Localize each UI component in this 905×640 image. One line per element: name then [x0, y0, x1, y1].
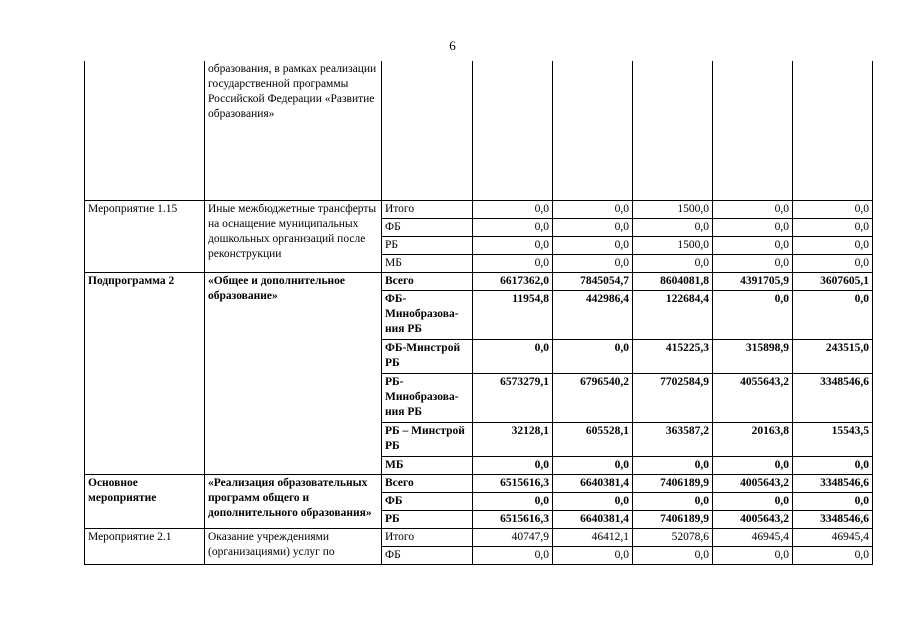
value-cell: 3348546,6 — [793, 373, 873, 422]
value-cell: 8604081,8 — [633, 272, 713, 290]
value-cell: 46945,4 — [793, 528, 873, 546]
value-cell: 0,0 — [713, 218, 793, 236]
table-row — [85, 528, 873, 546]
row-description-cell: «Общее и дополнительное образование» — [205, 272, 382, 474]
funding-source-cell: ФБ-Минстрой РБ — [382, 339, 473, 373]
value-cell: 0,0 — [553, 339, 633, 373]
value-cell — [553, 61, 633, 200]
value-cell: 0,0 — [473, 236, 553, 254]
value-cell: 1500,0 — [633, 200, 713, 218]
funding-source-cell: ФБ-Минобразова-ния РБ — [382, 290, 473, 339]
row-name-cell: Мероприятие 1.15 — [85, 200, 205, 272]
row-description-cell: «Реализация образовательных программ общего и дополнительного образования» — [205, 474, 382, 528]
value-cell: 0,0 — [473, 492, 553, 510]
value-cell: 0,0 — [713, 546, 793, 564]
value-cell: 7406189,9 — [633, 474, 713, 492]
value-cell: 0,0 — [793, 236, 873, 254]
value-cell: 415225,3 — [633, 339, 713, 373]
value-cell: 6515616,3 — [473, 474, 553, 492]
value-cell: 0,0 — [473, 254, 553, 272]
value-cell: 0,0 — [473, 218, 553, 236]
value-cell: 315898,9 — [713, 339, 793, 373]
table-row — [85, 61, 873, 200]
funding-source-cell: ФБ — [382, 492, 473, 510]
value-cell: 4391705,9 — [713, 272, 793, 290]
value-cell: 0,0 — [713, 290, 793, 339]
value-cell: 0,0 — [793, 492, 873, 510]
value-cell: 243515,0 — [793, 339, 873, 373]
row-name-cell: Подпрограмма 2 — [85, 272, 205, 474]
value-cell: 122684,4 — [633, 290, 713, 339]
value-cell: 1500,0 — [633, 236, 713, 254]
funding-source-cell: РБ — [382, 510, 473, 528]
page-number: 6 — [449, 38, 456, 53]
value-cell: 40747,9 — [473, 528, 553, 546]
value-cell: 0,0 — [473, 546, 553, 564]
value-cell: 4055643,2 — [713, 373, 793, 422]
funding-source-cell: Итого — [382, 200, 473, 218]
value-cell: 3348546,6 — [793, 474, 873, 492]
value-cell: 0,0 — [793, 218, 873, 236]
funding-source-cell: РБ — [382, 236, 473, 254]
table-row — [85, 200, 873, 218]
value-cell: 6515616,3 — [473, 510, 553, 528]
value-cell: 4005643,2 — [713, 510, 793, 528]
value-cell: 0,0 — [633, 218, 713, 236]
value-cell: 0,0 — [793, 200, 873, 218]
value-cell: 6640381,4 — [553, 474, 633, 492]
table-row — [85, 272, 873, 290]
value-cell: 32128,1 — [473, 422, 553, 456]
funding-source-cell: РБ-Минобразова-ния РБ — [382, 373, 473, 422]
value-cell: 0,0 — [713, 456, 793, 474]
row-name-cell: Основное мероприятие — [85, 474, 205, 528]
value-cell: 0,0 — [793, 546, 873, 564]
value-cell: 0,0 — [793, 254, 873, 272]
funding-source-cell: ФБ — [382, 546, 473, 564]
value-cell: 0,0 — [713, 200, 793, 218]
value-cell: 6640381,4 — [553, 510, 633, 528]
value-cell: 52078,6 — [633, 528, 713, 546]
value-cell: 7702584,9 — [633, 373, 713, 422]
funding-source-cell: Всего — [382, 474, 473, 492]
funding-source-cell: МБ — [382, 254, 473, 272]
value-cell: 3348546,6 — [793, 510, 873, 528]
value-cell: 0,0 — [553, 200, 633, 218]
value-cell: 0,0 — [473, 456, 553, 474]
value-cell: 7845054,7 — [553, 272, 633, 290]
value-cell: 0,0 — [553, 236, 633, 254]
value-cell: 3607605,1 — [793, 272, 873, 290]
value-cell — [713, 61, 793, 200]
value-cell: 7406189,9 — [633, 510, 713, 528]
value-cell: 0,0 — [793, 290, 873, 339]
funding-source-cell: МБ — [382, 456, 473, 474]
value-cell: 0,0 — [553, 492, 633, 510]
value-cell: 0,0 — [553, 254, 633, 272]
table-row — [85, 474, 873, 492]
value-cell: 20163,8 — [713, 422, 793, 456]
value-cell: 0,0 — [633, 456, 713, 474]
value-cell: 6573279,1 — [473, 373, 553, 422]
value-cell — [793, 61, 873, 200]
value-cell: 15543,5 — [793, 422, 873, 456]
value-cell: 46412,1 — [553, 528, 633, 546]
value-cell: 442986,4 — [553, 290, 633, 339]
funding-source-cell: Итого — [382, 528, 473, 546]
row-name-cell: Мероприятие 2.1 — [85, 528, 205, 564]
funding-source-cell — [382, 61, 473, 200]
row-name-cell — [85, 61, 205, 200]
value-cell: 4005643,2 — [713, 474, 793, 492]
value-cell: 0,0 — [633, 492, 713, 510]
value-cell: 0,0 — [633, 546, 713, 564]
value-cell: 0,0 — [553, 218, 633, 236]
funding-source-cell: РБ – Минстрой РБ — [382, 422, 473, 456]
value-cell: 6617362,0 — [473, 272, 553, 290]
value-cell: 0,0 — [553, 546, 633, 564]
funding-source-cell: ФБ — [382, 218, 473, 236]
value-cell: 363587,2 — [633, 422, 713, 456]
row-description-cell: образования, в рамках реализации государственной программы Российской Федерации «Развитие образования» — [205, 61, 382, 200]
row-description-cell: Иные межбюджетные трансферты на оснащение муниципальных дошкольных организаций после реконструкции — [205, 200, 382, 272]
value-cell: 46945,4 — [713, 528, 793, 546]
value-cell: 0,0 — [633, 254, 713, 272]
value-cell: 6796540,2 — [553, 373, 633, 422]
value-cell: 0,0 — [553, 456, 633, 474]
value-cell: 0,0 — [713, 492, 793, 510]
row-description-cell: Оказание учреждениями (организациями) услуг по — [205, 528, 382, 564]
value-cell: 0,0 — [713, 236, 793, 254]
value-cell: 605528,1 — [553, 422, 633, 456]
funding-source-cell: Всего — [382, 272, 473, 290]
value-cell: 11954,8 — [473, 290, 553, 339]
value-cell: 0,0 — [473, 200, 553, 218]
value-cell: 0,0 — [473, 339, 553, 373]
value-cell — [633, 61, 713, 200]
value-cell: 0,0 — [713, 254, 793, 272]
value-cell — [473, 61, 553, 200]
budget-table — [84, 61, 873, 565]
value-cell: 0,0 — [793, 456, 873, 474]
